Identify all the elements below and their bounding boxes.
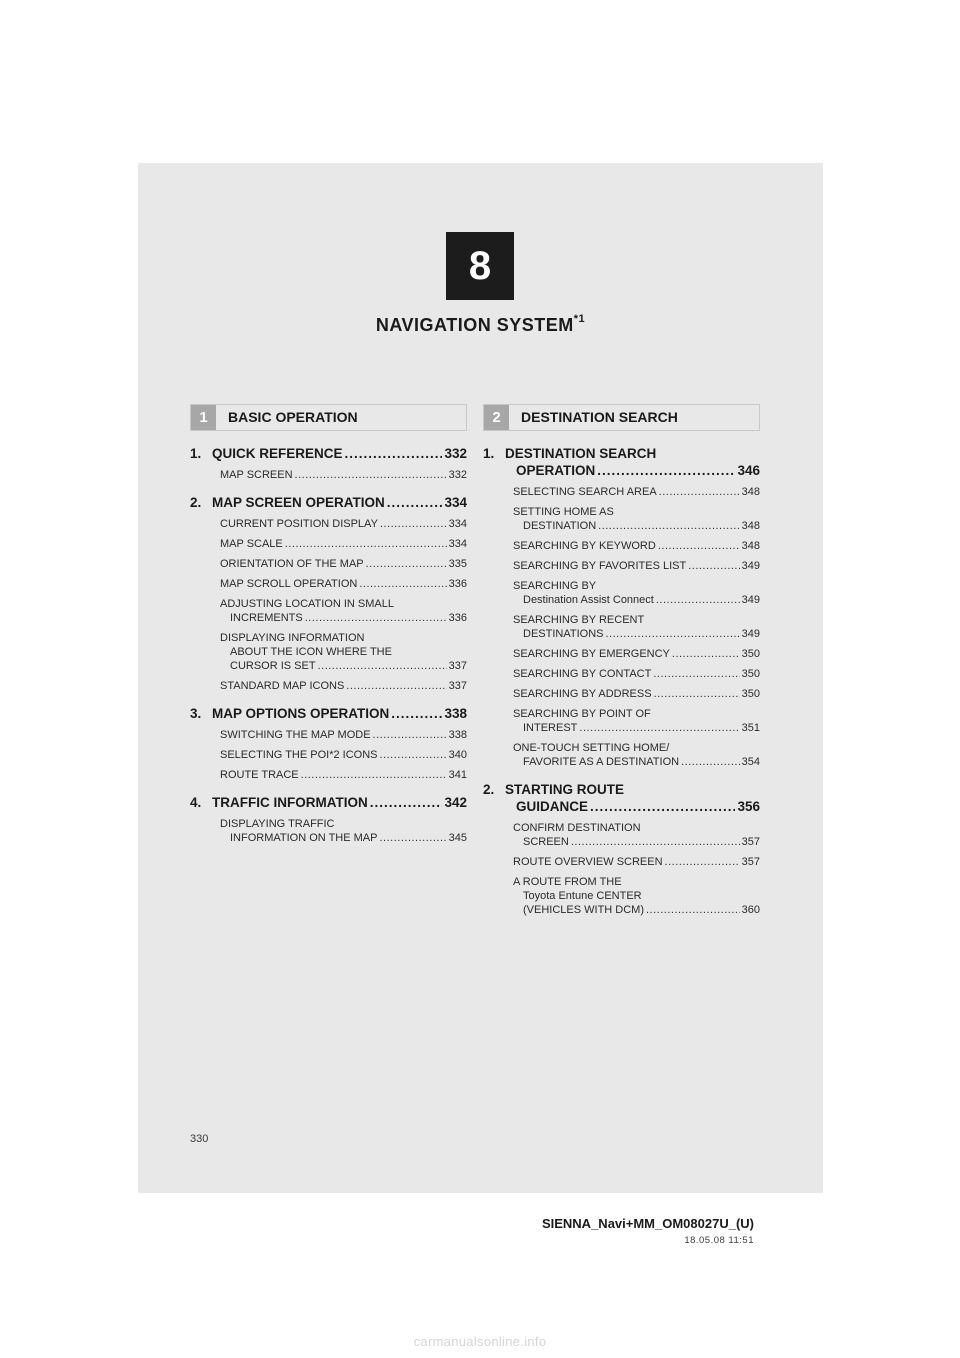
leader-dots xyxy=(301,768,447,782)
leader-dots xyxy=(681,755,740,769)
subentry-text: SEARCHING BY EMERGENCY xyxy=(513,648,670,660)
subentry-text: SEARCHING BY ADDRESS xyxy=(513,688,652,700)
entry-number: 3. xyxy=(190,706,202,721)
toc-subentry[interactable] xyxy=(220,557,467,571)
section-header-destination-search xyxy=(483,404,760,431)
subentry-text-cont: FAVORITE AS A DESTINATION xyxy=(523,756,680,768)
toc-subentry[interactable] xyxy=(513,579,760,607)
toc-entry-map-screen-operation[interactable] xyxy=(190,494,467,511)
toc-subentry[interactable] xyxy=(220,817,467,845)
subentry-text-cont: CURSOR IS SET xyxy=(230,660,316,672)
toc-subentry[interactable] xyxy=(220,537,467,551)
toc-subentry[interactable] xyxy=(220,728,467,742)
subentry-text: SEARCHING BY RECENT xyxy=(513,614,645,626)
subentry-text: SELECTING THE POI*2 ICONS xyxy=(220,749,378,761)
toc-column-destination-search xyxy=(483,404,760,923)
leader-dots xyxy=(370,794,443,811)
toc-subentry[interactable] xyxy=(513,505,760,533)
subentry-page: 341 xyxy=(448,769,467,781)
toc-subentry[interactable] xyxy=(220,768,467,782)
toc-entry-destination-search-operation[interactable] xyxy=(483,445,760,479)
subentry-page: 338 xyxy=(448,729,467,741)
subentry-page: 340 xyxy=(448,749,467,761)
leader-dots xyxy=(653,667,739,681)
toc-subentry[interactable] xyxy=(220,597,467,625)
subentry-page: 334 xyxy=(448,518,467,530)
subentry-list xyxy=(190,517,467,693)
leader-dots xyxy=(380,748,447,762)
subentry-page: 349 xyxy=(741,628,760,640)
subentry-text: DISPLAYING INFORMATION xyxy=(220,632,365,644)
entry-page: 334 xyxy=(444,495,467,510)
subentry-text: ORIENTATION OF THE MAP xyxy=(220,558,364,570)
toc-subentry[interactable] xyxy=(513,707,760,735)
toc-subentry[interactable] xyxy=(513,667,760,681)
subentry-page: 348 xyxy=(741,486,760,498)
toc-entry-quick-reference[interactable] xyxy=(190,445,467,462)
leader-dots xyxy=(373,728,447,742)
subentry-list xyxy=(483,821,760,917)
chapter-title xyxy=(138,315,823,336)
leader-dots xyxy=(672,647,740,661)
entry-page: 338 xyxy=(444,706,467,721)
entry-title: MAP SCREEN OPERATION xyxy=(212,495,385,510)
leader-dots xyxy=(590,798,735,815)
leader-dots xyxy=(571,835,740,849)
leader-dots xyxy=(654,687,740,701)
leader-dots xyxy=(346,679,446,693)
subentry-page: 348 xyxy=(741,540,760,552)
subentry-text-cont: DESTINATION xyxy=(523,520,597,532)
subentry-page: 349 xyxy=(741,594,760,606)
subentry-text: ONE-TOUCH SETTING HOME/ xyxy=(513,742,670,754)
subentry-text-cont: (VEHICLES WITH DCM) xyxy=(523,904,644,916)
subentry-text: MAP SCROLL OPERATION xyxy=(220,578,358,590)
subentry-page: 354 xyxy=(741,756,760,768)
toc-subentry[interactable] xyxy=(513,821,760,849)
subentry-text: CONFIRM DESTINATION xyxy=(513,822,641,834)
toc-subentry[interactable] xyxy=(513,647,760,661)
subentry-text-cont: DESTINATIONS xyxy=(523,628,604,640)
subentry-page: 335 xyxy=(448,558,467,570)
entry-number: 1. xyxy=(190,446,202,461)
subentry-page: 349 xyxy=(741,560,760,572)
subentry-text: DISPLAYING TRAFFIC xyxy=(220,818,335,830)
entry-title: STARTING ROUTE xyxy=(505,782,624,797)
leader-dots xyxy=(380,831,447,845)
subentry-page: 360 xyxy=(741,904,760,916)
subentry-page: 334 xyxy=(448,538,467,550)
leader-dots xyxy=(656,593,740,607)
entry-number: 2. xyxy=(483,782,495,797)
subentry-list xyxy=(190,728,467,782)
leader-dots xyxy=(366,557,447,571)
subentry-text: SWITCHING THE MAP MODE xyxy=(220,729,371,741)
subentry-page: 357 xyxy=(741,856,760,868)
leader-dots xyxy=(380,517,447,531)
section-number: 1 xyxy=(191,405,216,430)
subentry-text: SEARCHING BY FAVORITES LIST xyxy=(513,560,687,572)
print-date: 18.05.08 11:51 xyxy=(684,1235,754,1246)
toc-subentry[interactable] xyxy=(513,539,760,553)
page-number: 330 xyxy=(190,1133,209,1145)
subentry-text-cont: Destination Assist Connect xyxy=(523,594,654,606)
subentry-text-cont: INTEREST xyxy=(523,722,578,734)
leader-dots xyxy=(659,485,740,499)
toc-subentry[interactable] xyxy=(220,679,467,693)
toc-subentry[interactable] xyxy=(513,687,760,701)
subentry-page: 337 xyxy=(448,680,467,692)
subentry-text: ROUTE OVERVIEW SCREEN xyxy=(513,856,663,868)
toc-subentry[interactable] xyxy=(513,855,760,869)
leader-dots xyxy=(579,721,739,735)
subentry-list xyxy=(190,817,467,845)
subentry-text: ROUTE TRACE xyxy=(220,769,299,781)
leader-dots xyxy=(658,539,740,553)
entry-title-cont: GUIDANCE xyxy=(516,799,589,814)
toc-entry-traffic-information[interactable] xyxy=(190,794,467,811)
toc-subentry[interactable] xyxy=(513,559,760,573)
toc-subentry[interactable] xyxy=(513,875,760,917)
subentry-page: 345 xyxy=(448,832,467,844)
chapter-number: 8 xyxy=(468,244,492,288)
subentry-page: 348 xyxy=(741,520,760,532)
leader-dots xyxy=(318,659,447,673)
toc-subentry[interactable] xyxy=(220,631,467,673)
toc-column-basic-operation xyxy=(190,404,467,851)
subentry-text-cont: INCREMENTS xyxy=(230,612,303,624)
subentry-page: 336 xyxy=(448,578,467,590)
document-id: SIENNA_Navi+MM_OM08027U_(U) xyxy=(541,1216,754,1231)
leader-dots xyxy=(598,519,740,533)
subentry-list xyxy=(483,485,760,769)
leader-dots xyxy=(305,611,447,625)
leader-dots xyxy=(391,705,442,722)
chapter-title-text: NAVIGATION SYSTEM xyxy=(375,315,574,335)
toc-subentry[interactable] xyxy=(513,485,760,499)
subentry-text: MAP SCREEN xyxy=(220,469,293,481)
leader-dots xyxy=(285,537,447,551)
subentry-text: STANDARD MAP ICONS xyxy=(220,680,345,692)
section-label: DESTINATION SEARCH xyxy=(521,409,678,425)
entry-page: 356 xyxy=(737,799,760,814)
entry-title: MAP OPTIONS OPERATION xyxy=(212,706,390,721)
toc-entry-starting-route-guidance[interactable] xyxy=(483,781,760,815)
entry-title: QUICK REFERENCE xyxy=(212,446,343,461)
subentry-text: SEARCHING BY CONTACT xyxy=(513,668,652,680)
entry-page: 346 xyxy=(737,463,760,478)
subentry-text-cont: Toyota Entune CENTER xyxy=(523,890,642,902)
watermark: carmanualsonline.info xyxy=(413,1334,547,1349)
entry-page: 342 xyxy=(444,795,467,810)
leader-dots xyxy=(295,468,447,482)
entry-number: 4. xyxy=(190,795,202,810)
subentry-text-cont: ABOUT THE ICON WHERE THE xyxy=(230,646,392,658)
leader-dots xyxy=(646,903,740,917)
entry-title: TRAFFIC INFORMATION xyxy=(212,795,368,810)
subentry-text: SEARCHING BY xyxy=(513,580,597,592)
subentry-text: ADJUSTING LOCATION IN SMALL xyxy=(220,598,394,610)
subentry-text: SETTING HOME AS xyxy=(513,506,614,518)
toc-subentry[interactable] xyxy=(220,517,467,531)
entry-page: 332 xyxy=(444,446,467,461)
leader-dots xyxy=(597,462,735,479)
entry-title: DESTINATION SEARCH xyxy=(505,446,657,461)
subentry-text-cont: SCREEN xyxy=(523,836,569,848)
subentry-text: SELECTING SEARCH AREA xyxy=(513,486,657,498)
toc-entry-map-options-operation[interactable] xyxy=(190,705,467,722)
section-number: 2 xyxy=(484,405,509,430)
toc-subentry[interactable] xyxy=(513,741,760,769)
leader-dots xyxy=(688,559,739,573)
subentry-page: 337 xyxy=(448,660,467,672)
subentry-text: CURRENT POSITION DISPLAY xyxy=(220,518,378,530)
leader-dots xyxy=(387,494,443,511)
subentry-text: SEARCHING BY POINT OF xyxy=(513,708,651,720)
leader-dots xyxy=(345,445,443,462)
subentry-list xyxy=(190,468,467,482)
subentry-text-cont: INFORMATION ON THE MAP xyxy=(230,832,378,844)
subentry-text: SEARCHING BY KEYWORD xyxy=(513,540,656,552)
section-label: BASIC OPERATION xyxy=(228,409,358,425)
subentry-page: 357 xyxy=(741,836,760,848)
subentry-page: 350 xyxy=(741,668,760,680)
leader-dots xyxy=(605,627,739,641)
toc-subentry[interactable] xyxy=(220,468,467,482)
entry-title-cont: OPERATION xyxy=(516,463,596,478)
toc-subentry[interactable] xyxy=(513,613,760,641)
subentry-page: 332 xyxy=(448,469,467,481)
subentry-text: MAP SCALE xyxy=(220,538,283,550)
subentry-page: 336 xyxy=(448,612,467,624)
subentry-page: 350 xyxy=(741,648,760,660)
entry-number: 2. xyxy=(190,495,202,510)
subentry-text: A ROUTE FROM THE xyxy=(513,876,622,888)
leader-dots xyxy=(359,577,446,591)
section-header-basic-operation xyxy=(190,404,467,431)
entry-number: 1. xyxy=(483,446,495,461)
toc-subentry[interactable] xyxy=(220,577,467,591)
toc-subentry[interactable] xyxy=(220,748,467,762)
chapter-number-box xyxy=(446,232,514,300)
leader-dots xyxy=(665,855,740,869)
subentry-page: 351 xyxy=(741,722,760,734)
chapter-title-footnote: *1 xyxy=(573,313,586,325)
subentry-page: 350 xyxy=(741,688,760,700)
